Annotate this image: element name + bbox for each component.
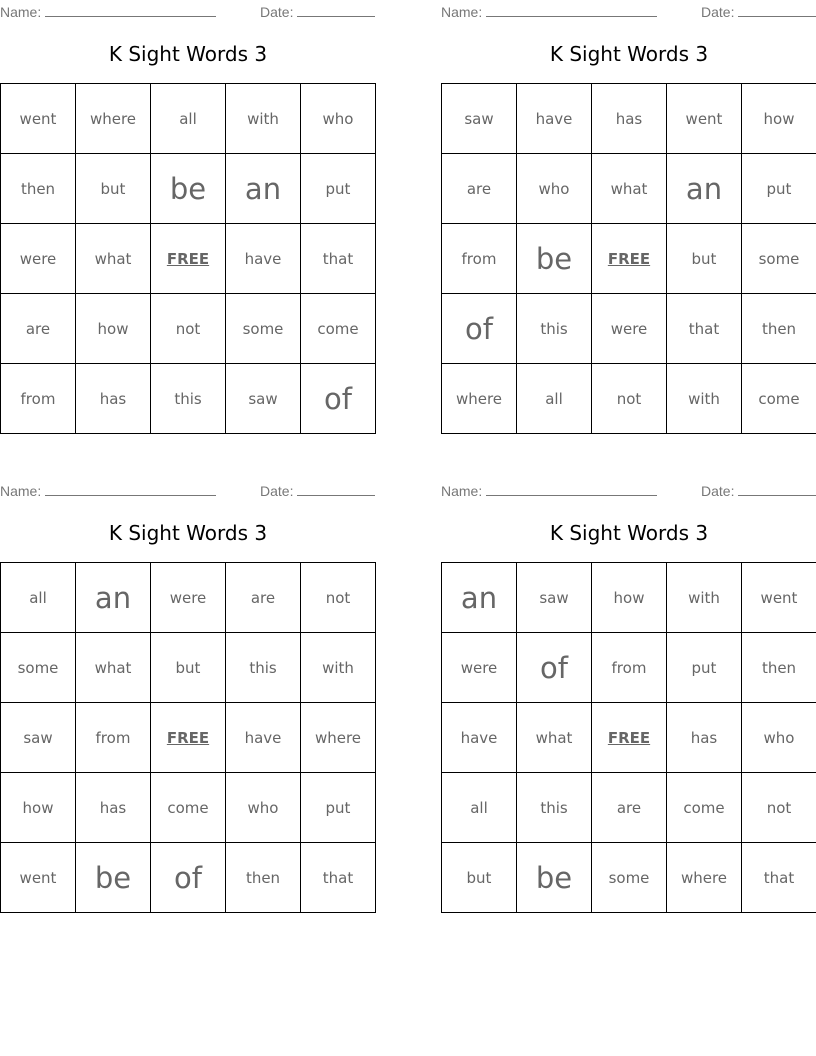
word-cell: an — [76, 563, 151, 633]
word-cell: have — [442, 703, 517, 773]
word-cell: were — [592, 294, 667, 364]
grid-row — [442, 294, 816, 364]
grid-row — [442, 224, 816, 294]
card-title: K Sight Words 3 — [108, 521, 268, 545]
word-cell: come — [301, 294, 376, 364]
free-space: FREE — [151, 224, 226, 294]
word-cell: with — [301, 633, 376, 703]
card-title: K Sight Words 3 — [549, 42, 709, 66]
grid-row — [1, 154, 376, 224]
word-cell: of — [151, 843, 226, 913]
word-cell: not — [592, 364, 667, 434]
word-cell: with — [667, 563, 742, 633]
card-header — [0, 2, 376, 20]
grid-row — [1, 563, 376, 633]
date-field — [701, 2, 816, 20]
name-label: Name: — [0, 483, 42, 499]
word-cell: what — [517, 703, 592, 773]
word-cell: from — [1, 364, 76, 434]
word-cell: some — [742, 224, 816, 294]
bingo-grid — [0, 83, 376, 434]
word-cell: then — [1, 154, 76, 224]
word-cell: from — [592, 633, 667, 703]
word-cell: not — [301, 563, 376, 633]
free-space: FREE — [592, 224, 667, 294]
word-cell: this — [151, 364, 226, 434]
word-cell: were — [442, 633, 517, 703]
word-cell: of — [517, 633, 592, 703]
word-cell: are — [226, 563, 301, 633]
word-cell: but — [76, 154, 151, 224]
name-field — [441, 481, 657, 499]
word-cell: but — [151, 633, 226, 703]
word-cell: this — [517, 773, 592, 843]
word-cell: be — [76, 843, 151, 913]
word-cell: an — [226, 154, 301, 224]
word-cell: are — [592, 773, 667, 843]
word-cell: went — [1, 843, 76, 913]
bingo-card — [0, 0, 376, 440]
bingo-grid — [441, 562, 816, 913]
name-field — [0, 481, 216, 499]
word-cell: with — [226, 84, 301, 154]
word-cell: all — [151, 84, 226, 154]
card-title: K Sight Words 3 — [108, 42, 268, 66]
word-cell: saw — [517, 563, 592, 633]
grid-row — [1, 773, 376, 843]
word-cell: were — [1, 224, 76, 294]
word-cell: what — [76, 224, 151, 294]
word-cell: how — [1, 773, 76, 843]
word-cell: of — [442, 294, 517, 364]
word-cell: some — [226, 294, 301, 364]
word-cell: this — [226, 633, 301, 703]
word-cell: what — [592, 154, 667, 224]
date-line — [297, 2, 375, 17]
word-cell: some — [1, 633, 76, 703]
word-cell: have — [226, 703, 301, 773]
word-cell: that — [742, 843, 816, 913]
word-cell: where — [442, 364, 517, 434]
word-cell: went — [1, 84, 76, 154]
word-cell: were — [151, 563, 226, 633]
free-space: FREE — [592, 703, 667, 773]
word-cell: from — [76, 703, 151, 773]
word-cell: where — [301, 703, 376, 773]
grid-row — [442, 703, 816, 773]
grid-row — [1, 84, 376, 154]
word-cell: saw — [226, 364, 301, 434]
word-cell: then — [742, 633, 816, 703]
name-line — [486, 2, 657, 17]
word-cell: went — [742, 563, 816, 633]
word-cell: come — [742, 364, 816, 434]
word-cell: be — [151, 154, 226, 224]
word-cell: put — [742, 154, 816, 224]
word-cell: what — [76, 633, 151, 703]
name-line — [45, 481, 216, 496]
bingo-grid — [0, 562, 376, 913]
word-cell: come — [667, 773, 742, 843]
grid-row — [1, 843, 376, 913]
word-cell: that — [301, 224, 376, 294]
word-cell: some — [592, 843, 667, 913]
word-cell: all — [1, 563, 76, 633]
grid-row — [442, 633, 816, 703]
word-cell: put — [301, 773, 376, 843]
word-cell: are — [442, 154, 517, 224]
word-cell: from — [442, 224, 517, 294]
bingo-card — [441, 0, 816, 440]
free-space: FREE — [151, 703, 226, 773]
word-cell: who — [517, 154, 592, 224]
word-cell: has — [76, 773, 151, 843]
word-cell: not — [151, 294, 226, 364]
grid-row — [1, 633, 376, 703]
word-cell: with — [667, 364, 742, 434]
date-label: Date: — [260, 4, 294, 20]
bingo-card — [0, 479, 376, 919]
name-label: Name: — [441, 4, 483, 20]
grid-row — [1, 294, 376, 364]
word-cell: come — [151, 773, 226, 843]
grid-row — [442, 154, 816, 224]
word-cell: that — [301, 843, 376, 913]
date-label: Date: — [701, 483, 735, 499]
grid-row — [442, 563, 816, 633]
word-cell: are — [1, 294, 76, 364]
grid-row — [1, 224, 376, 294]
date-line — [297, 481, 375, 496]
bingo-grid — [441, 83, 816, 434]
card-header — [441, 2, 816, 20]
card-header — [0, 481, 376, 499]
word-cell: who — [301, 84, 376, 154]
card-title: K Sight Words 3 — [549, 521, 709, 545]
word-cell: have — [517, 84, 592, 154]
word-cell: all — [517, 364, 592, 434]
word-cell: that — [667, 294, 742, 364]
date-label: Date: — [260, 483, 294, 499]
word-cell: how — [742, 84, 816, 154]
word-cell: but — [442, 843, 517, 913]
name-line — [486, 481, 657, 496]
name-label: Name: — [0, 4, 42, 20]
word-cell: be — [517, 224, 592, 294]
name-label: Name: — [441, 483, 483, 499]
grid-row — [442, 843, 816, 913]
word-cell: where — [76, 84, 151, 154]
word-cell: be — [517, 843, 592, 913]
name-field — [0, 2, 216, 20]
word-cell: then — [226, 843, 301, 913]
date-field — [260, 2, 375, 20]
grid-row — [1, 364, 376, 434]
word-cell: has — [592, 84, 667, 154]
grid-row — [442, 84, 816, 154]
date-field — [701, 481, 816, 499]
word-cell: have — [226, 224, 301, 294]
word-cell: went — [667, 84, 742, 154]
date-label: Date: — [701, 4, 735, 20]
word-cell: how — [592, 563, 667, 633]
word-cell: put — [667, 633, 742, 703]
word-cell: who — [226, 773, 301, 843]
word-cell: how — [76, 294, 151, 364]
bingo-card — [441, 479, 816, 919]
word-cell: then — [742, 294, 816, 364]
date-line — [738, 481, 816, 496]
word-cell: not — [742, 773, 816, 843]
word-cell: all — [442, 773, 517, 843]
word-cell: put — [301, 154, 376, 224]
word-cell: has — [76, 364, 151, 434]
name-field — [441, 2, 657, 20]
grid-row — [442, 773, 816, 843]
date-field — [260, 481, 375, 499]
grid-row — [442, 364, 816, 434]
word-cell: of — [301, 364, 376, 434]
name-line — [45, 2, 216, 17]
card-header — [441, 481, 816, 499]
word-cell: has — [667, 703, 742, 773]
date-line — [738, 2, 816, 17]
word-cell: saw — [1, 703, 76, 773]
grid-row — [1, 703, 376, 773]
word-cell: an — [442, 563, 517, 633]
word-cell: but — [667, 224, 742, 294]
word-cell: an — [667, 154, 742, 224]
word-cell: who — [742, 703, 816, 773]
word-cell: where — [667, 843, 742, 913]
word-cell: saw — [442, 84, 517, 154]
word-cell: this — [517, 294, 592, 364]
